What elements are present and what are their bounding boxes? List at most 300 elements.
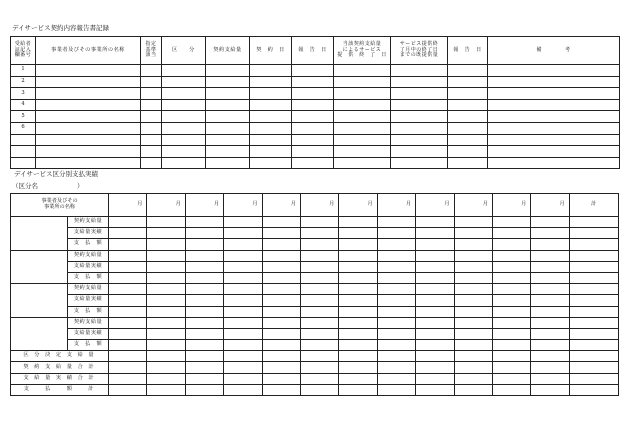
entry-cell[interactable]	[206, 88, 250, 100]
summary-month-cell[interactable]	[262, 384, 300, 395]
month-cell[interactable]	[262, 306, 300, 317]
entry-cell[interactable]	[292, 122, 334, 134]
month-cell[interactable]	[185, 217, 223, 228]
month-cell[interactable]	[377, 295, 415, 306]
entry-cell[interactable]	[141, 146, 162, 158]
entry-cell[interactable]	[141, 99, 162, 111]
entry-cell[interactable]	[162, 76, 206, 88]
month-cell[interactable]	[262, 328, 300, 339]
month-cell[interactable]	[300, 239, 338, 250]
entry-cell[interactable]	[36, 122, 141, 134]
entry-cell[interactable]	[334, 76, 391, 88]
entry-cell[interactable]	[141, 76, 162, 88]
month-cell[interactable]	[147, 295, 185, 306]
month-cell[interactable]	[300, 317, 338, 328]
entry-cell[interactable]	[448, 76, 488, 88]
month-cell[interactable]	[339, 284, 377, 295]
month-cell[interactable]	[224, 261, 262, 272]
entry-cell[interactable]	[391, 122, 448, 134]
summary-month-cell[interactable]	[531, 351, 569, 362]
month-cell[interactable]	[416, 284, 454, 295]
month-cell[interactable]	[492, 284, 530, 295]
month-cell[interactable]	[147, 306, 185, 317]
entry-cell[interactable]	[448, 134, 488, 146]
month-cell[interactable]	[109, 239, 147, 250]
summary-month-cell[interactable]	[454, 362, 492, 373]
entry-cell[interactable]	[292, 134, 334, 146]
entry-cell[interactable]	[36, 146, 141, 158]
month-cell[interactable]	[185, 295, 223, 306]
total-cell[interactable]	[569, 217, 618, 228]
total-cell[interactable]	[569, 295, 618, 306]
month-cell[interactable]	[339, 295, 377, 306]
entry-cell[interactable]	[162, 134, 206, 146]
month-cell[interactable]	[109, 340, 147, 351]
entry-cell[interactable]	[448, 122, 488, 134]
entry-cell[interactable]	[162, 157, 206, 169]
entry-cell[interactable]	[206, 76, 250, 88]
entry-cell[interactable]	[250, 76, 292, 88]
month-cell[interactable]	[531, 306, 569, 317]
entry-cell[interactable]	[292, 146, 334, 158]
month-cell[interactable]	[185, 228, 223, 239]
month-cell[interactable]	[492, 295, 530, 306]
summary-month-cell[interactable]	[492, 384, 530, 395]
entry-cell[interactable]	[334, 111, 391, 123]
month-cell[interactable]	[147, 239, 185, 250]
total-cell[interactable]	[569, 239, 618, 250]
month-cell[interactable]	[339, 306, 377, 317]
entry-cell[interactable]	[250, 111, 292, 123]
month-cell[interactable]	[492, 272, 530, 283]
entry-cell[interactable]	[292, 76, 334, 88]
month-cell[interactable]	[109, 295, 147, 306]
summary-month-cell[interactable]	[416, 384, 454, 395]
month-cell[interactable]	[454, 250, 492, 261]
month-cell[interactable]	[262, 239, 300, 250]
entry-cell[interactable]	[250, 88, 292, 100]
month-cell[interactable]	[531, 328, 569, 339]
summary-month-cell[interactable]	[300, 362, 338, 373]
month-cell[interactable]	[531, 261, 569, 272]
month-cell[interactable]	[109, 217, 147, 228]
month-cell[interactable]	[454, 328, 492, 339]
month-cell[interactable]	[454, 239, 492, 250]
entry-cell[interactable]	[391, 134, 448, 146]
summary-month-cell[interactable]	[454, 373, 492, 384]
entry-cell[interactable]	[141, 157, 162, 169]
month-cell[interactable]	[492, 228, 530, 239]
month-cell[interactable]	[185, 239, 223, 250]
provider-name-cell[interactable]	[11, 217, 68, 251]
entry-cell[interactable]	[206, 157, 250, 169]
entry-cell[interactable]	[206, 111, 250, 123]
entry-cell[interactable]	[250, 65, 292, 77]
month-cell[interactable]	[185, 328, 223, 339]
month-cell[interactable]	[109, 328, 147, 339]
month-cell[interactable]	[300, 328, 338, 339]
month-cell[interactable]	[492, 317, 530, 328]
month-cell[interactable]	[300, 228, 338, 239]
summary-month-cell[interactable]	[185, 384, 223, 395]
entry-cell[interactable]	[162, 88, 206, 100]
entry-cell[interactable]	[334, 122, 391, 134]
month-cell[interactable]	[377, 340, 415, 351]
entry-cell[interactable]	[206, 65, 250, 77]
month-cell[interactable]	[147, 328, 185, 339]
total-cell[interactable]	[569, 317, 618, 328]
summary-month-cell[interactable]	[262, 351, 300, 362]
month-cell[interactable]	[531, 272, 569, 283]
month-cell[interactable]	[454, 284, 492, 295]
summary-month-cell[interactable]	[339, 373, 377, 384]
month-cell[interactable]	[492, 217, 530, 228]
month-cell[interactable]	[454, 217, 492, 228]
month-cell[interactable]	[339, 272, 377, 283]
summary-month-cell[interactable]	[224, 373, 262, 384]
month-cell[interactable]	[454, 306, 492, 317]
month-cell[interactable]	[377, 328, 415, 339]
entry-cell[interactable]	[334, 99, 391, 111]
month-cell[interactable]	[147, 340, 185, 351]
month-cell[interactable]	[339, 217, 377, 228]
month-cell[interactable]	[109, 272, 147, 283]
entry-cell[interactable]	[141, 122, 162, 134]
month-cell[interactable]	[492, 239, 530, 250]
month-cell[interactable]	[339, 239, 377, 250]
month-cell[interactable]	[454, 228, 492, 239]
summary-month-cell[interactable]	[377, 351, 415, 362]
month-cell[interactable]	[300, 217, 338, 228]
entry-cell[interactable]	[488, 76, 620, 88]
provider-name-cell[interactable]	[11, 317, 68, 351]
month-cell[interactable]	[185, 340, 223, 351]
month-cell[interactable]	[531, 317, 569, 328]
month-cell[interactable]	[109, 317, 147, 328]
month-cell[interactable]	[224, 217, 262, 228]
month-cell[interactable]	[262, 317, 300, 328]
month-cell[interactable]	[377, 239, 415, 250]
provider-name-cell[interactable]	[11, 250, 68, 284]
month-cell[interactable]	[147, 261, 185, 272]
month-cell[interactable]	[262, 284, 300, 295]
month-cell[interactable]	[531, 340, 569, 351]
month-cell[interactable]	[416, 306, 454, 317]
month-cell[interactable]	[531, 295, 569, 306]
month-cell[interactable]	[185, 317, 223, 328]
entry-cell[interactable]	[334, 65, 391, 77]
month-cell[interactable]	[377, 217, 415, 228]
total-cell[interactable]	[569, 340, 618, 351]
summary-month-cell[interactable]	[416, 373, 454, 384]
entry-cell[interactable]	[391, 157, 448, 169]
summary-total-cell[interactable]	[569, 384, 618, 395]
entry-cell[interactable]	[391, 88, 448, 100]
entry-cell[interactable]	[36, 88, 141, 100]
month-cell[interactable]	[416, 217, 454, 228]
month-cell[interactable]	[531, 217, 569, 228]
total-cell[interactable]	[569, 261, 618, 272]
summary-month-cell[interactable]	[454, 351, 492, 362]
entry-cell[interactable]	[162, 146, 206, 158]
entry-cell[interactable]	[36, 134, 141, 146]
month-cell[interactable]	[300, 261, 338, 272]
entry-cell[interactable]	[36, 157, 141, 169]
month-cell[interactable]	[416, 228, 454, 239]
entry-cell[interactable]	[36, 99, 141, 111]
month-cell[interactable]	[300, 250, 338, 261]
summary-month-cell[interactable]	[147, 351, 185, 362]
month-cell[interactable]	[109, 250, 147, 261]
summary-month-cell[interactable]	[416, 351, 454, 362]
entry-cell[interactable]	[334, 88, 391, 100]
entry-cell[interactable]	[36, 65, 141, 77]
month-cell[interactable]	[262, 217, 300, 228]
month-cell[interactable]	[300, 295, 338, 306]
month-cell[interactable]	[147, 272, 185, 283]
month-cell[interactable]	[109, 228, 147, 239]
summary-month-cell[interactable]	[224, 351, 262, 362]
month-cell[interactable]	[492, 261, 530, 272]
month-cell[interactable]	[377, 317, 415, 328]
month-cell[interactable]	[224, 306, 262, 317]
entry-cell[interactable]	[292, 88, 334, 100]
month-cell[interactable]	[377, 250, 415, 261]
month-cell[interactable]	[416, 295, 454, 306]
month-cell[interactable]	[454, 295, 492, 306]
summary-month-cell[interactable]	[109, 373, 147, 384]
summary-month-cell[interactable]	[185, 351, 223, 362]
month-cell[interactable]	[454, 261, 492, 272]
summary-month-cell[interactable]	[262, 362, 300, 373]
entry-cell[interactable]	[292, 157, 334, 169]
entry-cell[interactable]	[292, 111, 334, 123]
month-cell[interactable]	[339, 250, 377, 261]
entry-cell[interactable]	[391, 65, 448, 77]
month-cell[interactable]	[531, 228, 569, 239]
month-cell[interactable]	[377, 284, 415, 295]
month-cell[interactable]	[492, 250, 530, 261]
entry-cell[interactable]	[448, 88, 488, 100]
entry-cell[interactable]	[141, 65, 162, 77]
month-cell[interactable]	[185, 284, 223, 295]
entry-cell[interactable]	[292, 99, 334, 111]
month-cell[interactable]	[377, 228, 415, 239]
total-cell[interactable]	[569, 328, 618, 339]
total-cell[interactable]	[569, 272, 618, 283]
summary-month-cell[interactable]	[492, 351, 530, 362]
entry-cell[interactable]	[488, 99, 620, 111]
month-cell[interactable]	[224, 228, 262, 239]
entry-cell[interactable]	[448, 99, 488, 111]
summary-total-cell[interactable]	[569, 351, 618, 362]
month-cell[interactable]	[262, 261, 300, 272]
month-cell[interactable]	[300, 340, 338, 351]
month-cell[interactable]	[185, 272, 223, 283]
entry-cell[interactable]	[162, 111, 206, 123]
month-cell[interactable]	[147, 317, 185, 328]
month-cell[interactable]	[454, 340, 492, 351]
month-cell[interactable]	[224, 272, 262, 283]
entry-cell[interactable]	[391, 146, 448, 158]
month-cell[interactable]	[262, 272, 300, 283]
month-cell[interactable]	[224, 284, 262, 295]
total-cell[interactable]	[569, 284, 618, 295]
entry-cell[interactable]	[334, 146, 391, 158]
month-cell[interactable]	[492, 306, 530, 317]
month-cell[interactable]	[262, 228, 300, 239]
summary-month-cell[interactable]	[492, 362, 530, 373]
month-cell[interactable]	[339, 228, 377, 239]
summary-total-cell[interactable]	[569, 373, 618, 384]
month-cell[interactable]	[339, 340, 377, 351]
summary-month-cell[interactable]	[531, 384, 569, 395]
entry-cell[interactable]	[488, 157, 620, 169]
month-cell[interactable]	[531, 284, 569, 295]
month-cell[interactable]	[300, 284, 338, 295]
month-cell[interactable]	[185, 306, 223, 317]
month-cell[interactable]	[377, 272, 415, 283]
month-cell[interactable]	[224, 239, 262, 250]
month-cell[interactable]	[377, 306, 415, 317]
summary-month-cell[interactable]	[300, 351, 338, 362]
month-cell[interactable]	[416, 250, 454, 261]
entry-cell[interactable]	[250, 146, 292, 158]
entry-cell[interactable]	[334, 157, 391, 169]
month-cell[interactable]	[185, 250, 223, 261]
entry-cell[interactable]	[292, 65, 334, 77]
month-cell[interactable]	[262, 295, 300, 306]
entry-cell[interactable]	[206, 122, 250, 134]
entry-cell[interactable]	[141, 88, 162, 100]
summary-month-cell[interactable]	[147, 373, 185, 384]
entry-cell[interactable]	[162, 99, 206, 111]
month-cell[interactable]	[416, 261, 454, 272]
month-cell[interactable]	[147, 217, 185, 228]
summary-month-cell[interactable]	[339, 351, 377, 362]
provider-name-cell[interactable]	[11, 284, 68, 318]
entry-cell[interactable]	[36, 111, 141, 123]
month-cell[interactable]	[224, 295, 262, 306]
month-cell[interactable]	[416, 317, 454, 328]
total-cell[interactable]	[569, 250, 618, 261]
summary-month-cell[interactable]	[492, 373, 530, 384]
entry-cell[interactable]	[141, 134, 162, 146]
summary-month-cell[interactable]	[531, 373, 569, 384]
entry-cell[interactable]	[391, 76, 448, 88]
entry-cell[interactable]	[488, 122, 620, 134]
summary-month-cell[interactable]	[185, 373, 223, 384]
month-cell[interactable]	[416, 239, 454, 250]
summary-month-cell[interactable]	[262, 373, 300, 384]
month-cell[interactable]	[109, 261, 147, 272]
summary-month-cell[interactable]	[377, 362, 415, 373]
summary-month-cell[interactable]	[531, 362, 569, 373]
entry-cell[interactable]	[488, 111, 620, 123]
entry-cell[interactable]	[206, 134, 250, 146]
summary-month-cell[interactable]	[109, 384, 147, 395]
entry-cell[interactable]	[162, 122, 206, 134]
month-cell[interactable]	[454, 272, 492, 283]
month-cell[interactable]	[531, 250, 569, 261]
summary-month-cell[interactable]	[454, 384, 492, 395]
month-cell[interactable]	[492, 328, 530, 339]
month-cell[interactable]	[224, 317, 262, 328]
entry-cell[interactable]	[488, 146, 620, 158]
entry-cell[interactable]	[448, 111, 488, 123]
entry-cell[interactable]	[448, 157, 488, 169]
entry-cell[interactable]	[488, 65, 620, 77]
month-cell[interactable]	[109, 284, 147, 295]
summary-month-cell[interactable]	[224, 384, 262, 395]
entry-cell[interactable]	[250, 122, 292, 134]
summary-total-cell[interactable]	[569, 362, 618, 373]
entry-cell[interactable]	[206, 146, 250, 158]
entry-cell[interactable]	[206, 99, 250, 111]
summary-month-cell[interactable]	[377, 384, 415, 395]
entry-cell[interactable]	[448, 146, 488, 158]
total-cell[interactable]	[569, 228, 618, 239]
entry-cell[interactable]	[448, 65, 488, 77]
summary-month-cell[interactable]	[416, 362, 454, 373]
entry-cell[interactable]	[141, 111, 162, 123]
month-cell[interactable]	[224, 328, 262, 339]
entry-cell[interactable]	[36, 76, 141, 88]
month-cell[interactable]	[377, 261, 415, 272]
month-cell[interactable]	[300, 306, 338, 317]
summary-month-cell[interactable]	[109, 362, 147, 373]
month-cell[interactable]	[416, 272, 454, 283]
month-cell[interactable]	[262, 250, 300, 261]
month-cell[interactable]	[147, 228, 185, 239]
month-cell[interactable]	[531, 239, 569, 250]
entry-cell[interactable]	[391, 111, 448, 123]
total-cell[interactable]	[569, 306, 618, 317]
summary-month-cell[interactable]	[185, 362, 223, 373]
entry-cell[interactable]	[391, 99, 448, 111]
month-cell[interactable]	[339, 317, 377, 328]
month-cell[interactable]	[416, 328, 454, 339]
entry-cell[interactable]	[250, 99, 292, 111]
month-cell[interactable]	[454, 317, 492, 328]
summary-month-cell[interactable]	[224, 362, 262, 373]
month-cell[interactable]	[262, 340, 300, 351]
summary-month-cell[interactable]	[339, 362, 377, 373]
month-cell[interactable]	[492, 340, 530, 351]
summary-month-cell[interactable]	[300, 384, 338, 395]
entry-cell[interactable]	[488, 88, 620, 100]
month-cell[interactable]	[147, 250, 185, 261]
month-cell[interactable]	[109, 306, 147, 317]
entry-cell[interactable]	[250, 134, 292, 146]
entry-cell[interactable]	[162, 65, 206, 77]
month-cell[interactable]	[224, 250, 262, 261]
summary-month-cell[interactable]	[147, 362, 185, 373]
month-cell[interactable]	[300, 272, 338, 283]
entry-cell[interactable]	[488, 134, 620, 146]
month-cell[interactable]	[416, 340, 454, 351]
summary-month-cell[interactable]	[377, 373, 415, 384]
month-cell[interactable]	[185, 261, 223, 272]
summary-month-cell[interactable]	[147, 384, 185, 395]
month-cell[interactable]	[147, 284, 185, 295]
month-cell[interactable]	[339, 261, 377, 272]
month-cell[interactable]	[339, 328, 377, 339]
entry-cell[interactable]	[250, 157, 292, 169]
summary-month-cell[interactable]	[339, 384, 377, 395]
month-cell[interactable]	[224, 340, 262, 351]
summary-month-cell[interactable]	[300, 373, 338, 384]
